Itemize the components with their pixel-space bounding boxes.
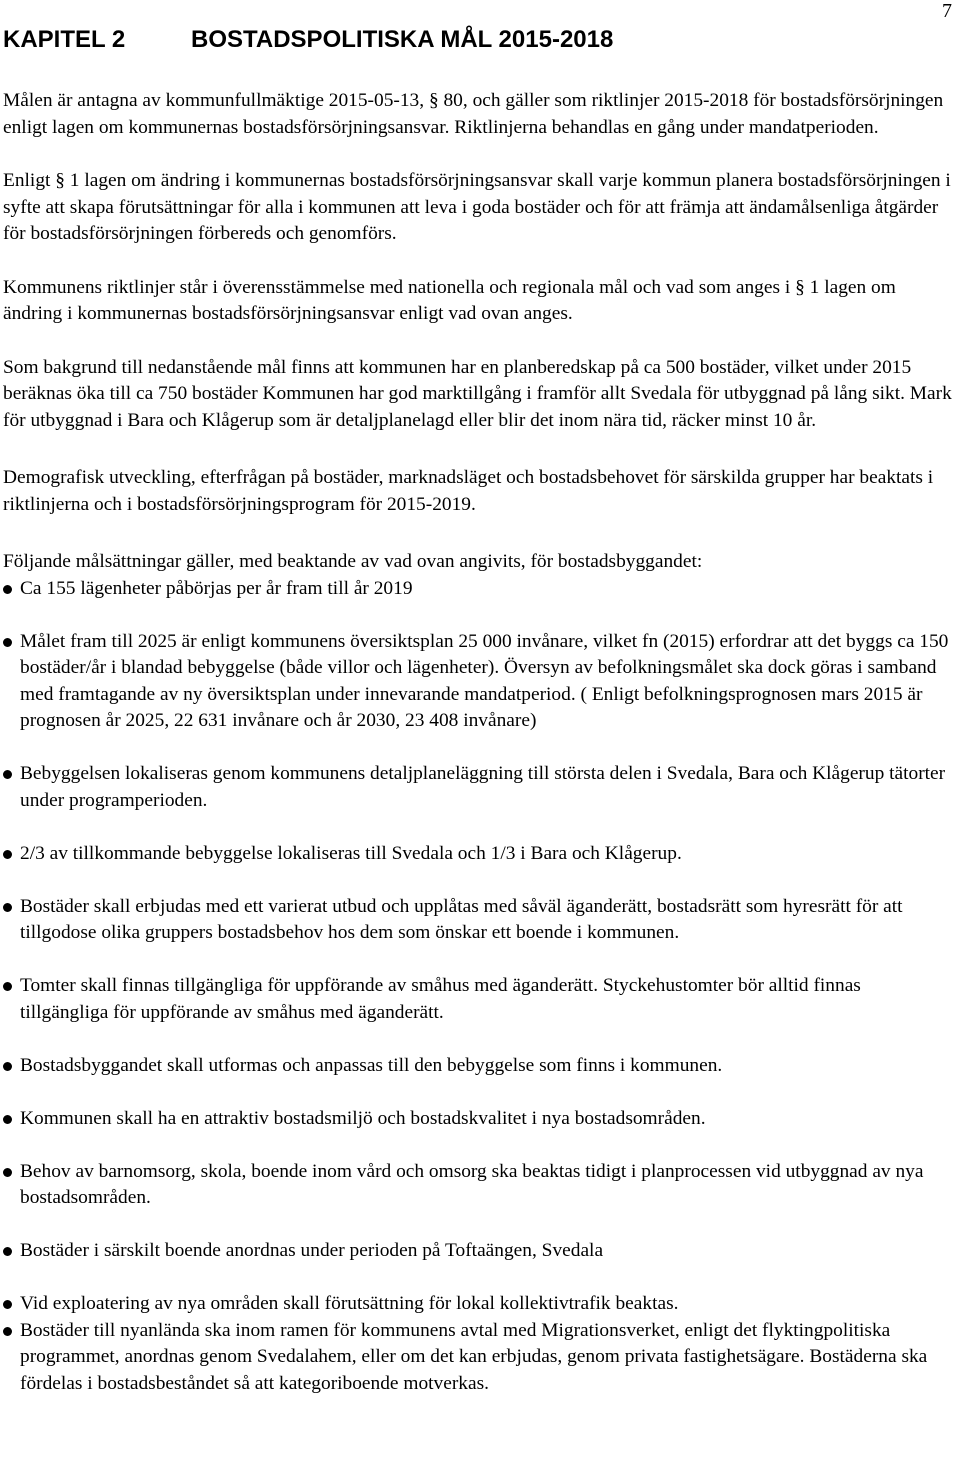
list-item-text: 2/3 av tillkommande bebyggelse lokaliseras till Svedala och 1/3 i Bara och Klågerup. xyxy=(20,842,682,864)
bullet-icon xyxy=(3,850,12,859)
list-item xyxy=(3,894,953,947)
bullet-icon xyxy=(3,1168,12,1177)
list-item-text: Bostadsbyggandet skall utformas och anpassas till den bebyggelse som finns i kommunen. xyxy=(20,1054,723,1076)
bullet-icon xyxy=(3,982,12,991)
list-item xyxy=(3,576,953,603)
paragraph-adoption: Målen är antagna av kommunfullmäktige 2015-05-13, § 80, och gäller som riktlinjer 2015-2018 för bostadsförsörjningen enligt lagen om kommunernas bostadsförsörjningsansvar. Riktlinjerna behandlas en gång under mandatperioden. xyxy=(3,90,944,138)
list-item-text: Kommunen skall ha en attraktiv bostadsmiljö och bostadskvalitet i nya bostadsområden. xyxy=(20,1107,706,1129)
goals-intro: Följande målsättningar gäller, med beaktande av vad ovan angivits, för bostadsbyggandet: xyxy=(3,551,703,572)
list-item-text: Vid exploatering av nya områden skall förutsättning för lokal kollektivtrafik beaktas. xyxy=(20,1293,679,1314)
chapter-title: BOSTADSPOLITISKA MÅL 2015-2018 xyxy=(191,26,614,53)
bullet-icon xyxy=(3,638,12,647)
paragraph-guidelines: Kommunens riktlinjer står i överensstämmelse med nationella och regionala mål och vad som anges i § 1 lagen om ändring i kommunernas bostadsförsörjningsansvar enligt vad ovan anges. xyxy=(3,276,896,324)
list-item-text: Tomter skall finnas tillgängliga för uppförande av småhus med äganderätt. Styckehustomter bör alltid finnas tillgängliga för uppförande av småhus med äganderätt. xyxy=(20,975,861,1023)
list-item-text: Behov av barnomsorg, skola, boende inom vård och omsorg ska beaktas tidigt i planprocessen vid utbyggnad av nya bostadsområden. xyxy=(20,1160,924,1208)
chapter-label: KAPITEL 2 xyxy=(3,26,126,53)
list-item xyxy=(3,1238,953,1265)
list-item-text: Bostäder skall erbjudas med ett varierat utbud och upplåtas med såväl äganderätt, bostadsrätt som hyresrätt för att tillgodose olika gruppers bostadsbehov hos dem som önskar ett boende i kommunen. xyxy=(20,895,903,943)
list-item xyxy=(3,1053,953,1080)
list-item xyxy=(3,1159,953,1212)
document-body xyxy=(3,88,953,1397)
list-item xyxy=(3,629,953,735)
goals-list xyxy=(3,576,953,1398)
list-item xyxy=(3,1106,953,1133)
list-item-text: Bostäder i särskilt boende anordnas under perioden på Toftaängen, Svedala xyxy=(20,1240,604,1261)
list-item xyxy=(3,761,953,814)
page-number: 7 xyxy=(942,0,952,22)
bullet-icon xyxy=(3,770,12,779)
bullet-icon xyxy=(3,585,12,594)
list-item xyxy=(3,1318,953,1398)
paragraph-background: Som bakgrund till nedanstående mål finns att kommunen har en planberedskap på ca 500 bostäder, vilket under 2015 beräknas öka till ca 750 bostäder Kommunen har god marktillgång i framför allt Svedala för utbyggnad på lång sikt. Mark för utbyggnad i Bara och Klågerup som är detaljplanelagd eller blir det inom nära tid, räcker minst 10 år. xyxy=(3,356,952,431)
list-item-text: Målet fram till 2025 är enligt kommunens översiktsplan 25 000 invånare, vilket fn (2015) erfordrar att det byggs ca 150 bostäder/år i blandad bebyggelse (både villor och lägenheter). Översyn av befolkningsmålet ska dock göras i samband med framtagande av ny översiktsplan under innevarande mandatperiod. ( Enligt befolkningsprognosen mars 2015 är prognosen år 2025, 22 631 invånare och år 2030, 23 408 invånare) xyxy=(20,630,949,731)
bullet-icon xyxy=(3,1247,12,1256)
list-item xyxy=(3,973,953,1026)
chapter-heading xyxy=(3,26,613,54)
bullet-icon xyxy=(3,1300,12,1309)
list-item-text: Ca 155 lägenheter påbörjas per år fram till år 2019 xyxy=(20,577,413,599)
bullet-icon xyxy=(3,1327,12,1336)
paragraph-law: Enligt § 1 lagen om ändring i kommunernas bostadsförsörjningsansvar skall varje kommun planera bostadsförsörjningen i syfte att skapa förutsättningar för alla i kommunen att leva i goda bostäder och för att främja att ändamålsenliga åtgärder för bostadsförsörjningen förbereds och genomförs. xyxy=(3,170,951,244)
list-item xyxy=(3,841,953,868)
list-item-text: Bebyggelsen lokaliseras genom kommunens detaljplaneläggning till största delen i Svedala, Bara och Klågerup tätorter under programperioden. xyxy=(20,763,946,811)
bullet-icon xyxy=(3,1062,12,1071)
paragraph-demography: Demografisk utveckling, efterfrågan på bostäder, marknadsläget och bostadsbehovet för särskilda grupper har beaktats i riktlinjerna och i bostadsförsörjningsprogram för 2015-2019. xyxy=(3,467,934,515)
bullet-icon xyxy=(3,903,12,912)
bullet-icon xyxy=(3,1115,12,1124)
list-item-text: Bostäder till nyanlända ska inom ramen för kommunens avtal med Migrationsverket, enligt det flyktingpolitiska programmet, anordnas genom Svedalahem, eller om det kan erbjudas, genom privata fastighetsägare. Bostäderna ska fördelas i bostadsbeståndet så att kategoriboende motverkas. xyxy=(20,1319,928,1394)
list-item xyxy=(3,1291,953,1318)
